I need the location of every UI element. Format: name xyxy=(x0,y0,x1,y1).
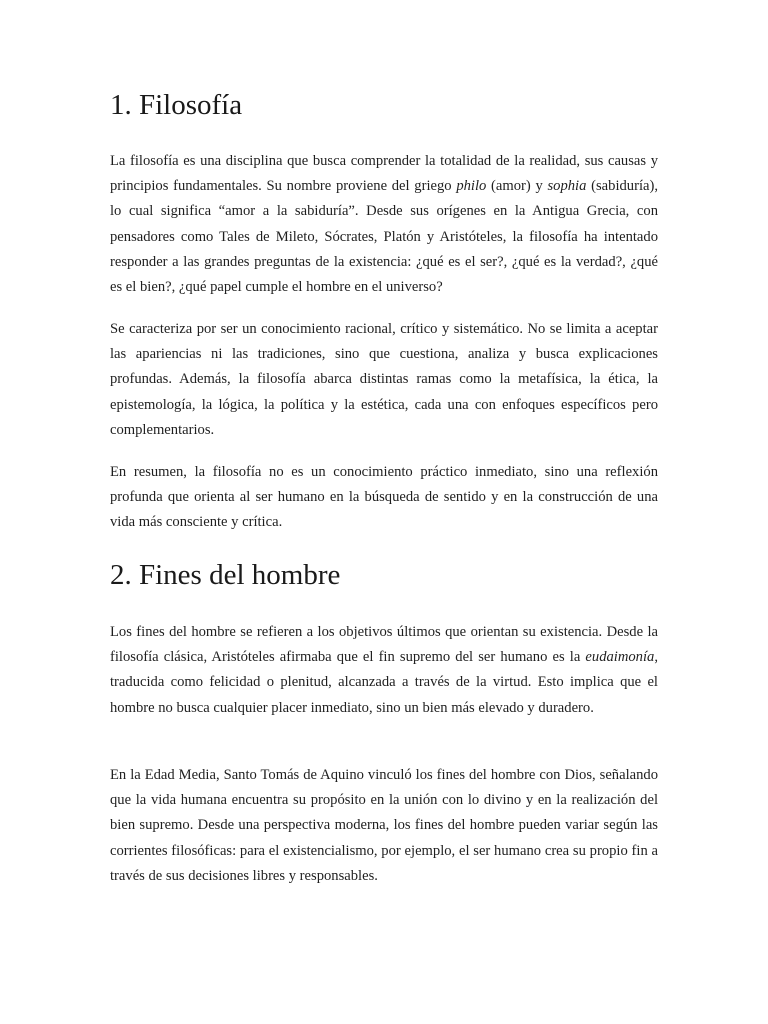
paragraph-filosofia-characteristics: Se caracteriza por ser un conocimiento racional, crítico y sistemático. No se limita a aceptar las apariencias ni las tradiciones, sino que cuestiona, analiza y busca explicaciones profundas. Además, la filosofía abarca distintas ramas como la metafísica, la ética, la epistemología, la lógica, la política y la estética, cada una con enfoques específicos pero complementarios. xyxy=(110,321,658,438)
term-eudaimonia: eudaimonía xyxy=(585,649,655,666)
paragraph-fines-aristoteles xyxy=(110,620,658,721)
paragraph-fines-edad-media: En la Edad Media, Santo Tomás de Aquino vinculó los fines del hombre con Dios, señalando que la vida humana encuentra su propósito en la unión con lo divino y en la realización del bien supremo. Desde una perspectiva moderna, los fines del hombre pueden variar según las corrientes filosóficas: para el existencialismo, por ejemplo, el ser humano crea su propio fin a través de sus decisiones libres y responsables. xyxy=(110,767,658,884)
paragraph-text: La filosofía es una disciplina que busca comprender la totalidad de la realidad, sus causas y principios fundamentales. Su nombre proviene del griego xyxy=(110,153,658,195)
paragraph-filosofia-summary: En resumen, la filosofía no es un conocimiento práctico inmediato, sino una reflexión profunda que orienta al ser humano en la búsqueda de sentido y en la construcción de una vida más consciente y crítica. xyxy=(110,464,658,531)
paragraph-text: Los fines del hombre se refieren a los objetivos últimos que orientan su existencia. Desde la filosofía clásica, Aristóteles afirmaba que el fin supremo del ser humano es la xyxy=(110,624,658,666)
term-philo: philo xyxy=(456,178,487,195)
section-heading-fines-del-hombre: 2. Fines del hombre xyxy=(110,559,341,591)
paragraph-filosofia-definition xyxy=(110,149,658,300)
paragraph-text: (sabiduría), lo cual significa “amor a la sabiduría”. Desde sus orígenes en la Antigua Grecia, con pensadores como Tales de Mileto, Sócrates, Platón y Aristóteles, la filosofía ha intentado responder a las grandes preguntas de la existencia: ¿qué es el ser?, ¿qué es la verdad?, ¿qué es el bien?, ¿qué papel cumple el hombre en el universo? xyxy=(110,178,658,296)
term-sophia: sophia xyxy=(547,178,587,195)
section-heading-filosofia: 1. Filosofía xyxy=(110,89,243,121)
paragraph-text: (amor) y xyxy=(486,178,548,195)
paragraph-text: , traducida como felicidad o plenitud, alcanzada a través de la virtud. Esto implica que el hombre no busca cualquier placer inmediato, sino un bien más elevado y duradero. xyxy=(110,649,658,716)
